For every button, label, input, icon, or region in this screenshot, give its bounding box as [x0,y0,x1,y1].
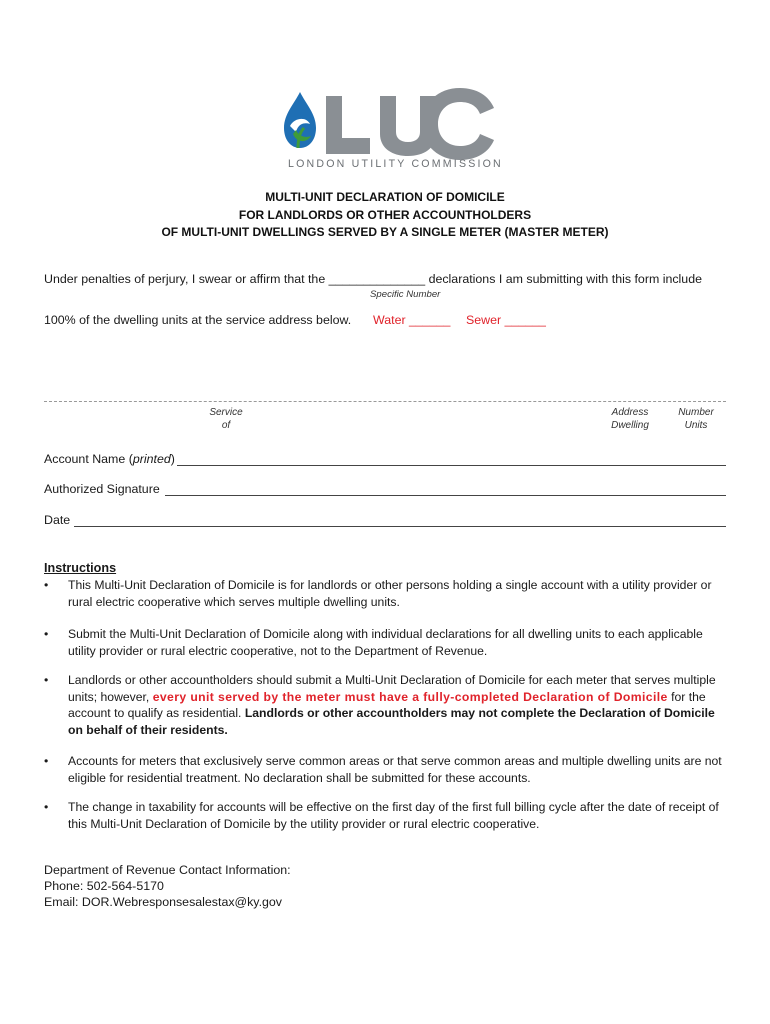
instruction-item-2: Submit the Multi-Unit Declaration of Domicile along with individual declarations for all dwelling units to each applicable utility provider or rural electric cooperative, not to the Department of Revenue. [68,627,703,658]
contact-phone: Phone: 502-564-5170 [44,879,164,893]
bullet-icon: • [44,800,49,814]
instruction-item-3: Landlords or other accountholders should submit a Multi-Unit Declaration of Domicile for each meter that serves multiple units; however, every unit served by the meter must have a fully-completed Declaration of Domicile for the account to qualify as residential. Landlords or other accountholders may not complete the Declaration of Domicile on behalf of their residents. [68,673,716,737]
contact-heading: Department of Revenue Contact Information: [44,863,291,877]
signature-label: Authorized Signature [44,482,160,496]
bullet-icon: • [44,673,49,687]
form-title-line3: OF MULTI-UNIT DWELLINGS SERVED BY A SINGLE METER (MASTER METER) [161,225,609,239]
instruction-item-1: This Multi-Unit Declaration of Domicile is for landlords or other persons holding a single account with a utility provider or rural electric cooperative which serves multiple dwelling units. [68,578,712,609]
form-title-line2: FOR LANDLORDS OR OTHER ACCOUNTHOLDERS [238,208,532,222]
form-title-line1: MULTI-UNIT DECLARATION OF DOMICILE [265,190,505,204]
water-option[interactable]: Water ______ [373,313,451,327]
signature-field[interactable] [165,495,726,496]
date-field[interactable] [74,526,726,527]
sewer-option[interactable]: Sewer ______ [466,313,546,327]
service-address-field[interactable] [44,401,726,402]
account-name-field[interactable] [177,465,726,466]
bullet-icon: • [44,578,49,592]
contact-email[interactable]: Email: DOR.Webresponsesalestax@ky.gov [44,895,282,909]
number-units-caption: Number Units [678,407,714,431]
instruction-item-5: The change in taxability for accounts will be effective on the first day of the first full billing cycle after the date of receipt of this Multi-Unit Declaration of Domicile by the utility provider or rural electric cooperative. [68,800,719,831]
service-address-caption: Service of [209,407,243,431]
luc-wordmark-letters [326,88,494,160]
date-label: Date [44,513,71,527]
address-dwelling-caption: Address Dwelling [611,407,649,431]
account-name-label: Account Name (printed) [44,452,175,466]
specific-number-caption: Specific Number [370,289,441,300]
declaration-sentence-line2: 100% of the dwelling units at the service address below. [44,313,352,327]
bullet-icon: • [44,754,49,768]
logo-tagline: LONDON UTILITY COMMISSION [288,158,503,170]
instructions-heading: Instructions [44,561,117,575]
declaration-sentence-line1: Under penalties of perjury, I swear or affirm that the ______________ declarations I am submitting with this form include [44,272,702,286]
bullet-icon: • [44,627,49,641]
instruction-item-4: Accounts for meters that exclusively serve common areas or that serve common areas and multiple dwelling units are not eligible for residential treatment. No declaration shall be submitted for these accounts. [68,754,722,785]
